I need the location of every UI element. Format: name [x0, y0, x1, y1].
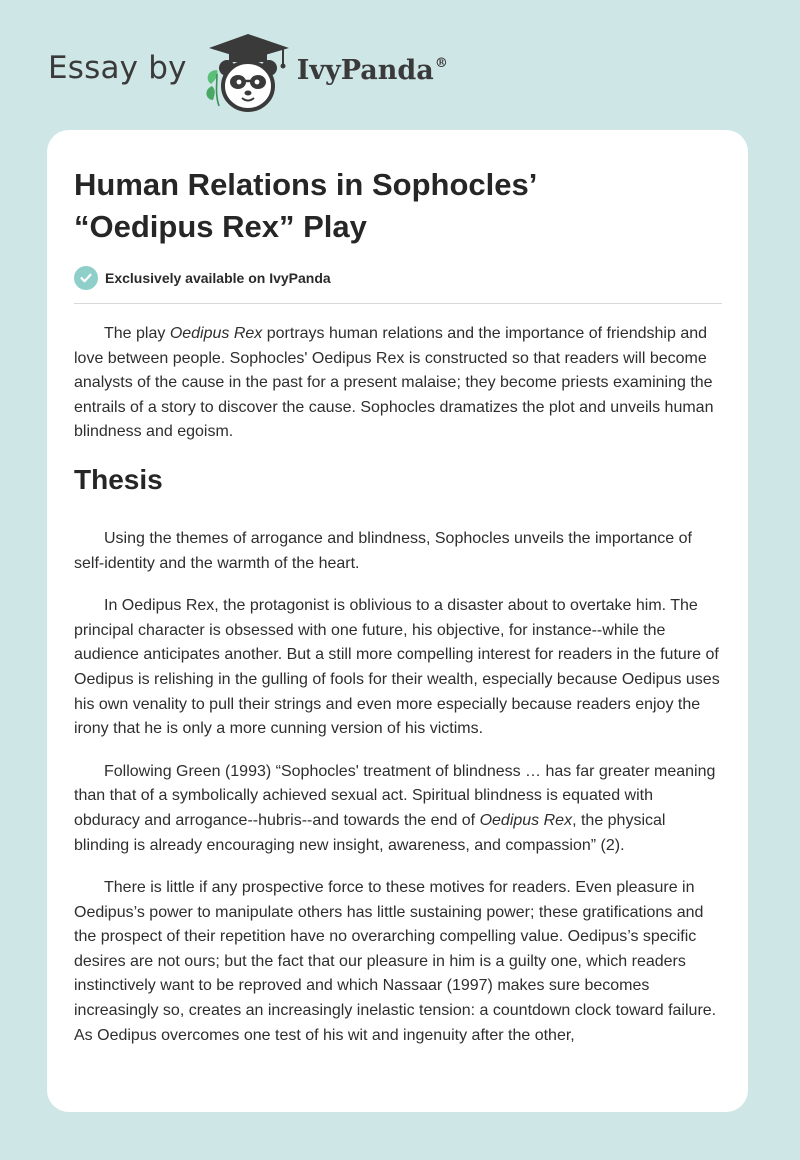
essay-title: Human Relations in Sophocles’ “Oedipus Rex” Play	[74, 167, 536, 244]
intro-paragraph: The play Oedipus Rex portrays human relations and the importance of friendship and love between people. Sophocles' Oedipus Rex is constructed so that readers will become analysts of the cause in the past for a present malaise; they become priests examining the entrails of a story to discover the cause. Sophocles dramatizes the plot and unveils human blindness and egoism.	[74, 325, 714, 441]
body-paragraph: Following Green (1993) “Sophocles' treatment of blindness … has far greater meaning than that of a symbolically achieved sexual act. Spiritual blindness is equated with obduracy and arrogance--hubris--and towards the end of Oedipus Rex, the physical blinding is already encouraging new insight, awareness, and compassion” (2).	[74, 762, 716, 854]
thesis-paragraph: Using the themes of arrogance and blindness, Sophocles unveils the importance of self-identity and the warmth of the heart.	[74, 529, 692, 572]
thesis-heading: Thesis	[74, 463, 163, 495]
check-icon	[74, 266, 98, 290]
brand-header[interactable]	[48, 30, 448, 114]
ivy-leaf-icon	[206, 70, 219, 106]
body-paragraph: In Oedipus Rex, the protagonist is oblivious to a disaster about to overtake him. The principal character is obsessed with one future, his objective, for instance--while the audience anticipates another. But a still more compelling interest for readers in the future of Oedipus is relishing in the gulling of fools for their wealth, especially because Oedipus uses his own venality to pull their strings and even more especially because readers enjoy the irony that he is only a more cunning version of his victims.	[74, 597, 720, 738]
panda-graduate-icon	[203, 30, 293, 114]
essay-card	[47, 130, 748, 1112]
divider	[74, 303, 722, 304]
brand-prefix: Essay by	[48, 50, 187, 86]
exclusive-badge	[74, 266, 722, 290]
essay-content	[47, 130, 748, 1048]
exclusive-badge-label: Exclusively available on IvyPanda	[105, 270, 331, 286]
body-paragraph: There is little if any prospective force to these motives for readers. Even pleasure in Oedipus’s power to manipulate others has little sustaining power; these gratifications and the prospect of their repetition have no overarching compelling value. Oedipus’s specific desires are not ours; but the fact that our pleasure in him is a guilty one, which readers instinctively want to be reproved and which Nassaar (1997) makes sure becomes increasingly so, creates an increasingly inelastic tension: a countdown clock toward failure. As Oedipus overcomes one test of his wit and ingenuity after the other,	[74, 879, 717, 1044]
brand-name: IvyPanda®	[296, 54, 448, 86]
